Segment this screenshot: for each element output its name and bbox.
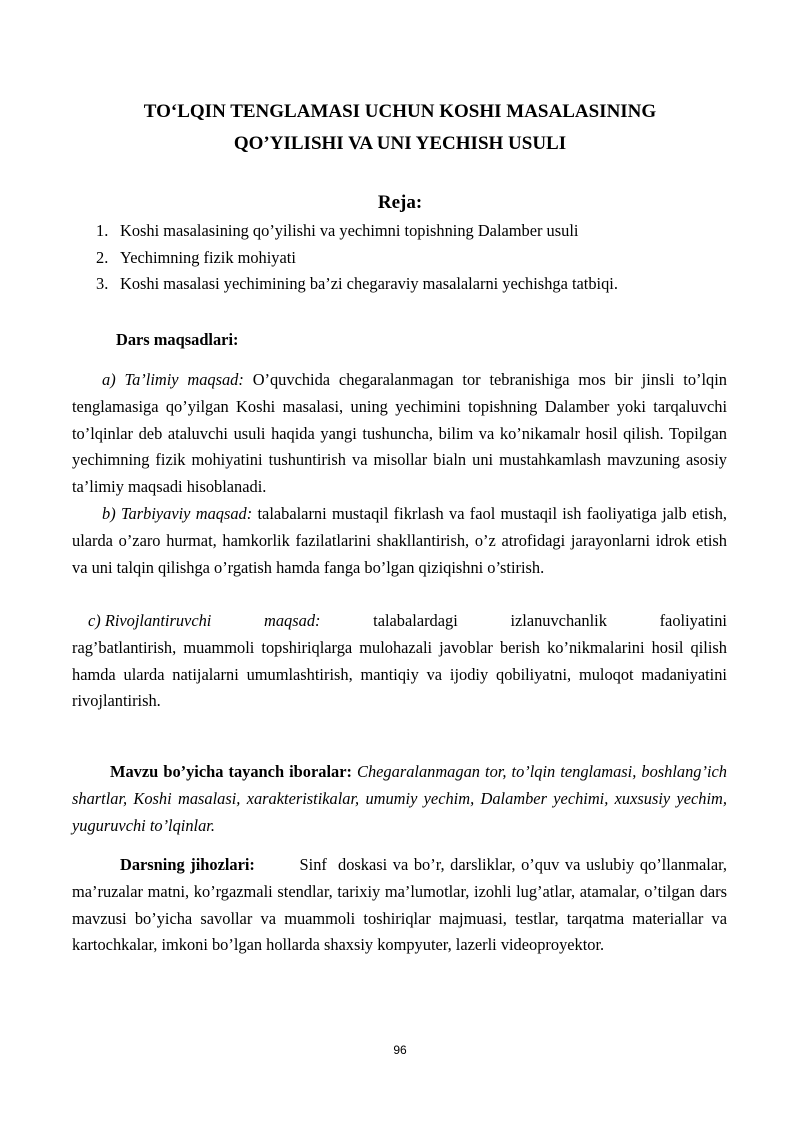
goal-b-label: b) Tarbiyaviy maqsad: [102,504,253,523]
document-title [70,96,730,160]
keywords-text: Chegaralanmagan tor, to’lqin tenglamasi, boshlang’ich shartlar, Koshi masalasi, xarakteristikalar, umumiy yechim, Dalamber yechimi, xuxsusiy yechim, yuguruvchi to’lqinlar. [72,762,727,835]
title-line-1: TO‘LQIN TENGLAMASI UCHUN KOSHI MASALASINING [143,101,657,122]
list-item: 3. Koshi masalasi yechimining ba’zi chegaraviy masalalarni yechishga tatbiqi. [96,274,618,293]
goal-b-text: talabalarni mustaqil fikrlash va faol mustaqil ish faoliyatiga jalb etish, ularda o’zaro hurmat, hamkorlik fazilatlarini shakllantirish, o’z atrofidagi jarayonlarni idrok etish va uni talqin qilishga o’rgatish hamda fanga bo’lgan qiziqishni o’stirish. [72,504,728,577]
equipment-text: Sinf doskasi va bo’r, darsliklar, o’quv va uslubiy qo’llanmalar, ma’ruzalar matni, ko’rgazmali stendlar, tarixiy ma’lumotlar, izohli lug’atlar, atamalar, o’tilgan dars mavzusi bo’yicha savollar va muammoli toshiriqlar majmuasi, testlar, tarqatma materiallar va kartochkalar, imkoni bo’lgan hollarda shaxsiy kompyuter, lazerli videoproyektor. [72,855,732,955]
goal-b-paragraph [72,501,727,581]
page-number: 96 [393,1043,407,1057]
keywords-paragraph [72,759,727,839]
goal-a-text: O’quvchida chegaralanmagan tor tebranishiga mos bir jinsli to’lqin tenglamasiga qo’yilgan Koshi masalasi, uning yechimini topishning Dalamber yoki tarqaluvchi to’lqinlar deb ataluvchi usuli haqida yangi tushuncha, bilim va ko’nikamalr hosil qilish. Topilgan yechimning fizik mohiyatini tushuntirish va misollar bialn uni mustahkamlash mavzuning asosiy ta’limiy maqsadi hisoblanadi. [72,370,727,497]
goal-c-first-line: c) Rivojlantiruvchi maqsad: talabalardagi izlanuvchanlik faoliyatini [88,611,727,630]
title-line-2: QO’YILISHI VA UNI YECHISH USULI [233,133,567,154]
equipment-paragraph [72,852,732,959]
goal-c-paragraph [72,608,727,715]
goal-c-text: rag’batlantirish, muammoli topshiriqlarga mulohazali javoblar berish ko’nikmalarini hosil qilish hamda ularda natijalarni umumlashtirish, mantiqiy va ijodiy qobiliyatni, muloqot madaniyatini rivojlantirish. [72,637,727,711]
keywords-label: Mavzu bo’yicha tayanch iboralar: [110,762,352,781]
plan-heading: Reja: [377,192,423,213]
list-item: 1. Koshi masalasining qo’yilishi va yechimni topishning Dalamber usuli [96,221,579,240]
goal-a-paragraph [72,367,727,501]
plan-list [96,218,736,298]
list-item: 2. Yechimning fizik mohiyati [96,247,296,267]
goal-a-label: a) Ta’limiy maqsad: [102,370,244,389]
equipment-label: Darsning jihozlari: [120,855,255,874]
goals-heading: Dars maqsadlari: [116,330,239,349]
